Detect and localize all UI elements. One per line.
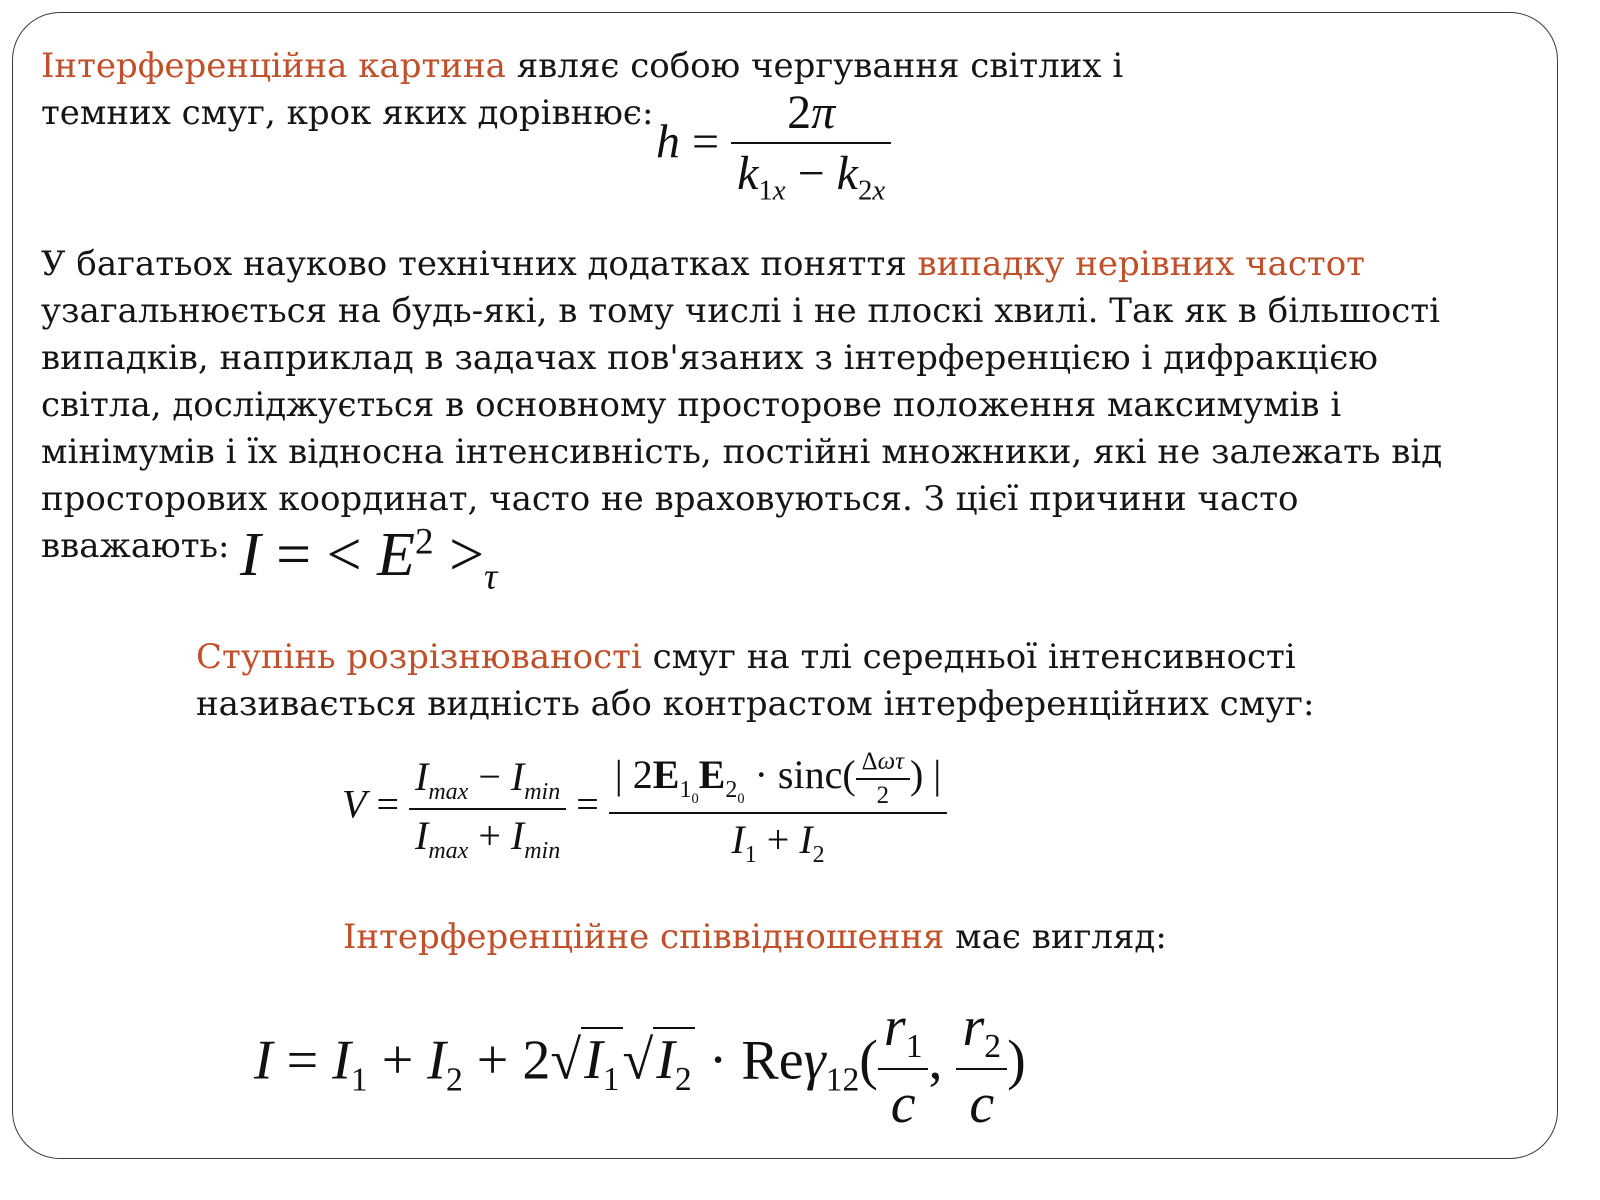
paragraph-interference-pattern — [41, 43, 1191, 137]
paragraph-interference-relation — [343, 914, 1243, 961]
formula-fringe-period-fraction: $\frac{2\pi}{k_{1x} - k_{2x}}$ — [731, 85, 891, 208]
formula-visibility: V = $\frac{I_{max} - I_{min}}{I_{max} + I_{min}}$ = | $2E_{1_0}E_{2_0} \cdot \sin c$( $\frac{\text{Δωτ}}{2}$ ) | $I_1 + I_2$ — [342, 748, 947, 869]
paragraph-visibility — [196, 634, 1446, 728]
term-interference-relation: Інтерференційне співвідношення — [343, 917, 945, 957]
formula-intensity: I = < $E^2 >_\tau$ — [240, 521, 498, 598]
paragraph-interference-relation-text: має вигляд: — [944, 917, 1167, 957]
paragraph-visibility-text: смуг на тлі середньої інтенсивності називається видність або контрастом інтерференційних смуг: — [196, 637, 1315, 724]
formula-visibility-fraction-1: $\frac{I_{max} - I_{min}}{I_{max} + I_{min}}$ — [409, 753, 566, 865]
formula-fringe-period: h = $\frac{2\pi}{k_{1x} - k_{2x}}$ — [656, 85, 891, 208]
paragraph-unequal-frequencies-before: У багатьох науково технічних додатках поняття — [41, 244, 918, 284]
formula-interference: $I = I_1 + I_2 + 2√I_1√I_2 \cdot Re\gamma_{12}$( $\frac{r_1}{c}$ , $\frac{r_2}{c}$ ) — [254, 996, 1026, 1136]
term-distinguishability: Ступінь розрізнюваності — [196, 637, 642, 677]
formula-visibility-fraction-2: | $2E_{1_0}E_{2_0} \cdot \sin c$( $\frac{\text{Δωτ}}{2}$ ) | $I_1 + I_2$ — [609, 748, 948, 869]
term-unequal-frequencies: випадку нерівних частот — [917, 244, 1365, 284]
paragraph-unequal-frequencies-after: узагальнюється на будь-які, в тому числі і не плоскі хвилі. Так як в більшості випадків, наприклад в задачах пов'язаних з інтерференцією і дифракцією світла, досліджується в основному просторове положення максимумів і мінімумів і їх відносна інтенсивність, постійні множники, які не залежать від просторових координат, часто не враховуються. З цієї причини часто вважають: — [41, 291, 1443, 566]
paragraph-interference-pattern-text: являє собою чергування світлих і темних смуг, крок яких дорівнює: — [41, 46, 1124, 133]
term-interference-pattern: Інтерференційна картина — [41, 46, 506, 86]
